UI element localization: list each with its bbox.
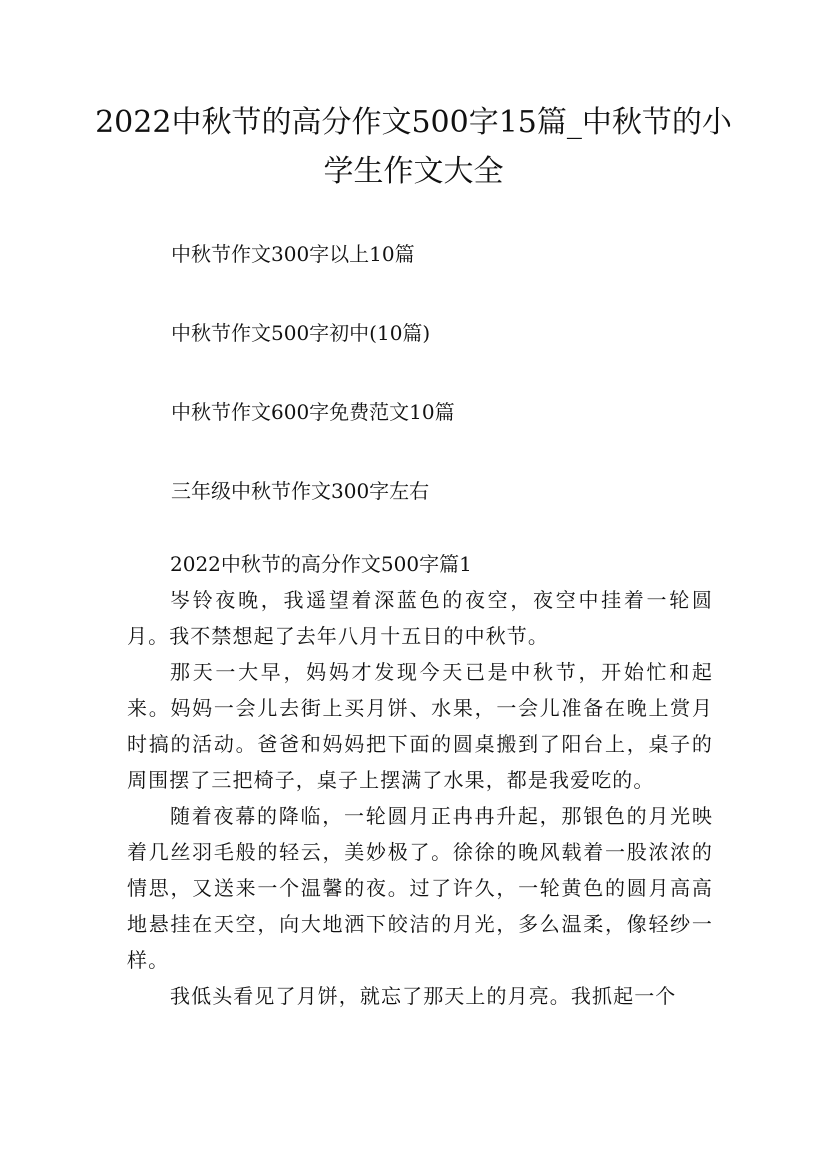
essay-paragraph: 岑铃夜晚，我遥望着深蓝色的夜空，夜空中挂着一轮圆月。我不禁想起了去年八月十五日的中秋节。 (127, 588, 713, 648)
toc-item: 中秋节作文300字以上10篇 (171, 242, 415, 266)
essay-content (127, 548, 713, 1014)
toc-item: 中秋节作文600字免费范文10篇 (171, 400, 455, 424)
toc-item: 中秋节作文500字初中(10篇) (171, 321, 431, 345)
essay-paragraph: 那天一大早，妈妈才发现今天已是中秋节，开始忙和起来。妈妈一会儿去街上买月饼、水果，一会儿准备在晚上赏月时搞的活动。爸爸和妈妈把下面的圆桌搬到了阳台上，桌子的周围摆了三把椅子，桌子上摆满了水果，都是我爱吃的。 (127, 660, 713, 792)
essay-paragraph: 随着夜幕的降临，一轮圆月正冉冉升起，那银色的月光映着几丝羽毛般的轻云，美妙极了。徐徐的晚风载着一股浓浓的情思，又送来一个温馨的夜。过了许久，一轮黄色的圆月高高地悬挂在天空，向大地洒下皎洁的月光，多么温柔，像轻纱一样。 (127, 804, 713, 972)
toc-item: 三年级中秋节作文300字左右 (171, 479, 430, 503)
table-of-contents (171, 238, 691, 554)
essay-paragraph: 我低头看见了月饼，就忘了那天上的月亮。我抓起一个 (170, 984, 677, 1008)
section-heading: 2022中秋节的高分作文500字篇1 (170, 552, 472, 576)
document-title: 2022中秋节的高分作文500字15篇_中秋节的小学生作文大全 (95, 105, 732, 189)
